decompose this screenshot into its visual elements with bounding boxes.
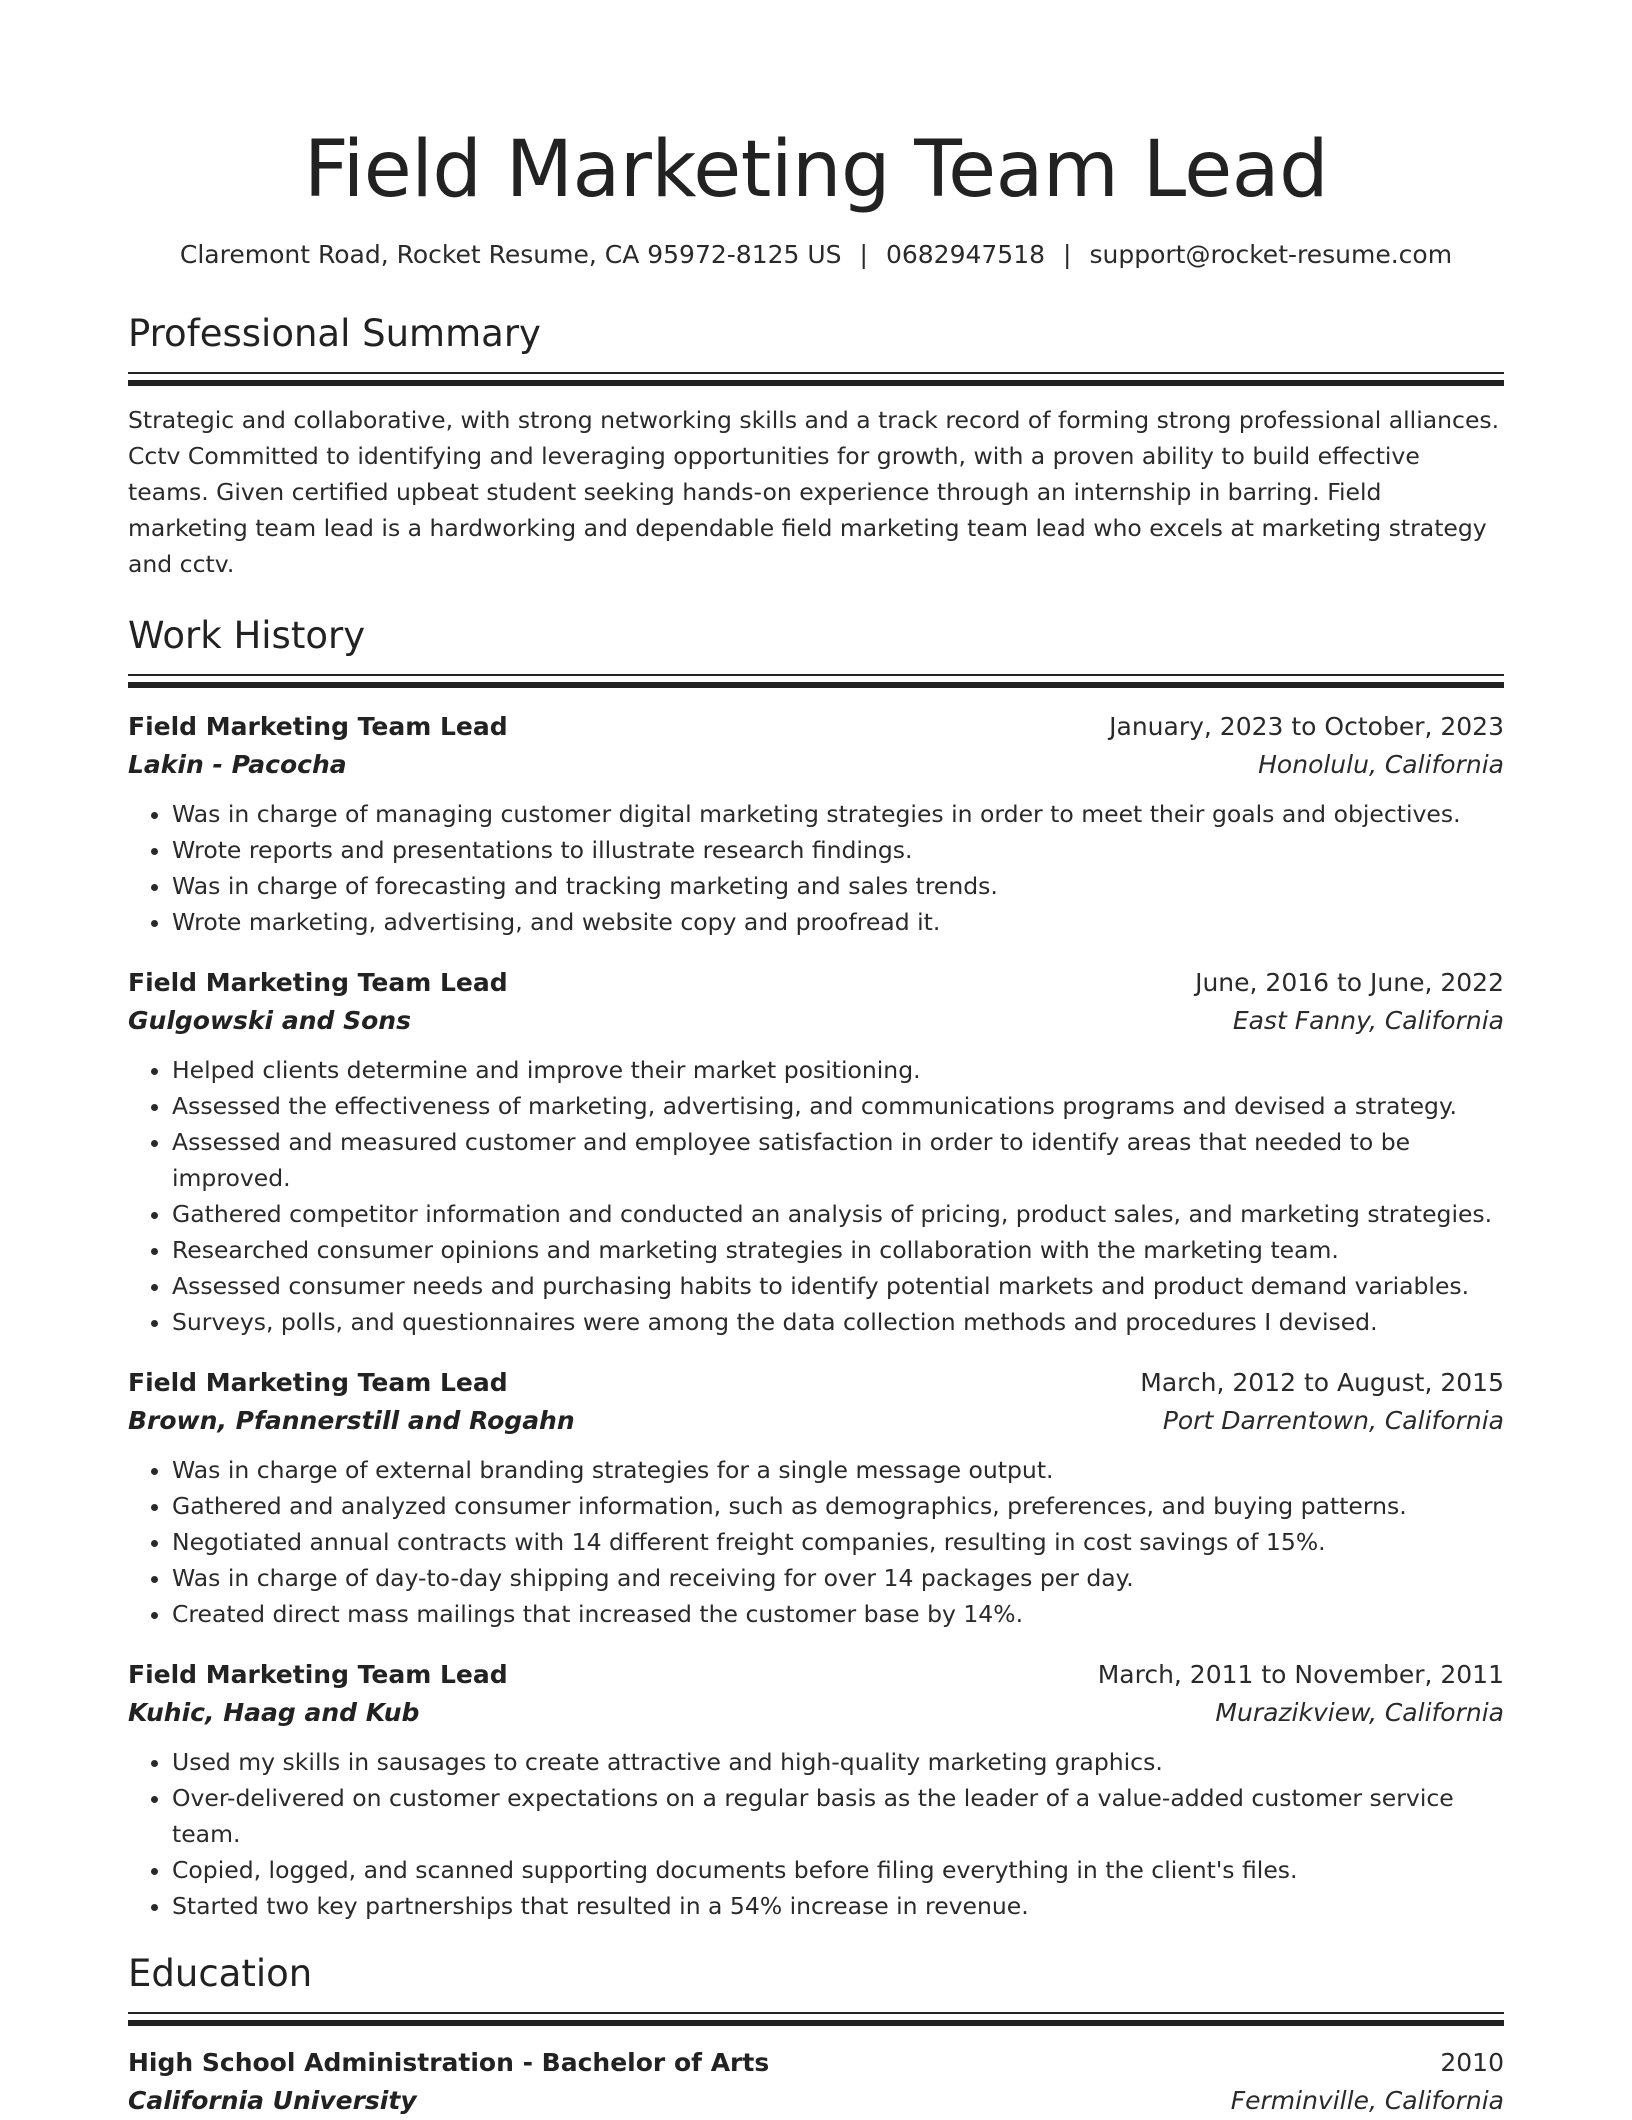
job-entry [128,1364,1504,1632]
contact-line [128,238,1504,272]
contact-separator: | [1063,240,1072,269]
job-entry [128,964,1504,1340]
contact-phone: 0682947518 [885,240,1046,269]
section-title-summary: Professional Summary [128,312,541,355]
job-entry [128,1656,1504,1924]
job-bullet: • Assessed consumer needs and purchasing habits to identify potential markets and product demand variables. [172,1268,1504,1304]
job-location: Port Darrentown, California [1162,1406,1504,1435]
section-summary [128,310,1504,582]
job-bullet: • Wrote reports and presentations to illustrate research findings. [172,832,1504,868]
section-title-education: Education [128,1952,313,1995]
job-bullet: • Gathered competitor information and conducted an analysis of pricing, product sales, and marketing strategies. [172,1196,1504,1232]
job-bullet: • Surveys, polls, and questionnaires were among the data collection methods and procedures I devised. [172,1304,1504,1340]
job-bullets [128,1052,1504,1340]
job-company: Kuhic, Haag and Kub [128,1698,420,1727]
education-entry [128,2044,1504,2120]
education-degree: High School Administration - Bachelor of Arts [128,2048,770,2077]
summary-text: Strategic and collaborative, with strong networking skills and a track record of forming strong professional alliances. Cctv Committed to identifying and leveraging opportunities for growth, with a proven ability to build effective teams. Given certified upbeat student seeking hands-on experience through an internship in barring. Field marketing team lead is a hardworking and dependable field marketing team lead who excels at marketing strategy and cctv. [128,406,1500,578]
job-bullet: • Wrote marketing, advertising, and website copy and proofread it. [172,904,1504,940]
job-location: Murazikview, California [1215,1698,1504,1727]
job-bullet: • Negotiated annual contracts with 14 different freight companies, resulting in cost savings of 15%. [172,1524,1504,1560]
contact-email: support@rocket-resume.com [1089,240,1453,269]
job-bullet: • Used my skills in sausages to create attractive and high-quality marketing graphics. [172,1744,1504,1780]
job-bullet: • Over-delivered on customer expectations on a regular basis as the leader of a value-added customer service team. [172,1780,1504,1852]
section-divider [128,674,1504,688]
job-role: Field Marketing Team Lead [128,1660,508,1689]
contact-address: Claremont Road, Rocket Resume, CA 95972-8125 US [179,240,842,269]
education-school: California University [128,2086,417,2115]
job-company: Lakin - Pacocha [128,750,347,779]
job-bullet: • Copied, logged, and scanned supporting documents before filing everything in the client's files. [172,1852,1504,1888]
section-education [128,1950,1504,2120]
job-bullet: • Researched consumer opinions and marketing strategies in collaboration with the marketing team. [172,1232,1504,1268]
job-role: Field Marketing Team Lead [128,968,508,997]
job-bullet: • Assessed and measured customer and employee satisfaction in order to identify areas that needed to be improved. [172,1124,1504,1196]
education-year: 2010 [1440,2048,1504,2077]
job-dates: June, 2016 to June, 2022 [1195,968,1504,997]
job-dates: March, 2011 to November, 2011 [1097,1660,1504,1689]
job-location: Honolulu, California [1258,750,1504,779]
job-role: Field Marketing Team Lead [128,712,508,741]
job-bullet: • Assessed the effectiveness of marketing, advertising, and communications programs and devised a strategy. [172,1088,1504,1124]
job-location: East Fanny, California [1232,1006,1504,1035]
job-bullets [128,1452,1504,1632]
job-bullet: • Was in charge of day-to-day shipping and receiving for over 14 packages per day. [172,1560,1504,1596]
contact-separator: | [859,240,868,269]
section-divider [128,2012,1504,2026]
job-dates: March, 2012 to August, 2015 [1140,1368,1504,1397]
job-dates: January, 2023 to October, 2023 [1109,712,1504,741]
job-role: Field Marketing Team Lead [128,1368,508,1397]
section-divider [128,372,1504,386]
job-bullet: • Was in charge of managing customer digital marketing strategies in order to meet their goals and objectives. [172,796,1504,832]
section-work-history [128,612,1504,1924]
job-company: Gulgowski and Sons [128,1006,411,1035]
job-entry [128,708,1504,940]
job-bullet: • Started two key partnerships that resulted in a 54% increase in revenue. [172,1888,1504,1924]
job-bullets [128,796,1504,940]
job-bullet: • Gathered and analyzed consumer information, such as demographics, preferences, and buying patterns. [172,1488,1504,1524]
section-title-work-history: Work History [128,614,366,657]
job-company: Brown, Pfannerstill and Rogahn [128,1406,575,1435]
job-bullet: • Was in charge of external branding strategies for a single message output. [172,1452,1504,1488]
education-location: Ferminville, California [1230,2086,1504,2115]
job-bullet: • Helped clients determine and improve their market positioning. [172,1052,1504,1088]
resume-name: Field Marketing Team Lead [303,125,1329,215]
job-bullet: • Created direct mass mailings that increased the customer base by 14%. [172,1596,1504,1632]
job-bullets [128,1744,1504,1924]
job-bullet: • Was in charge of forecasting and tracking marketing and sales trends. [172,868,1504,904]
